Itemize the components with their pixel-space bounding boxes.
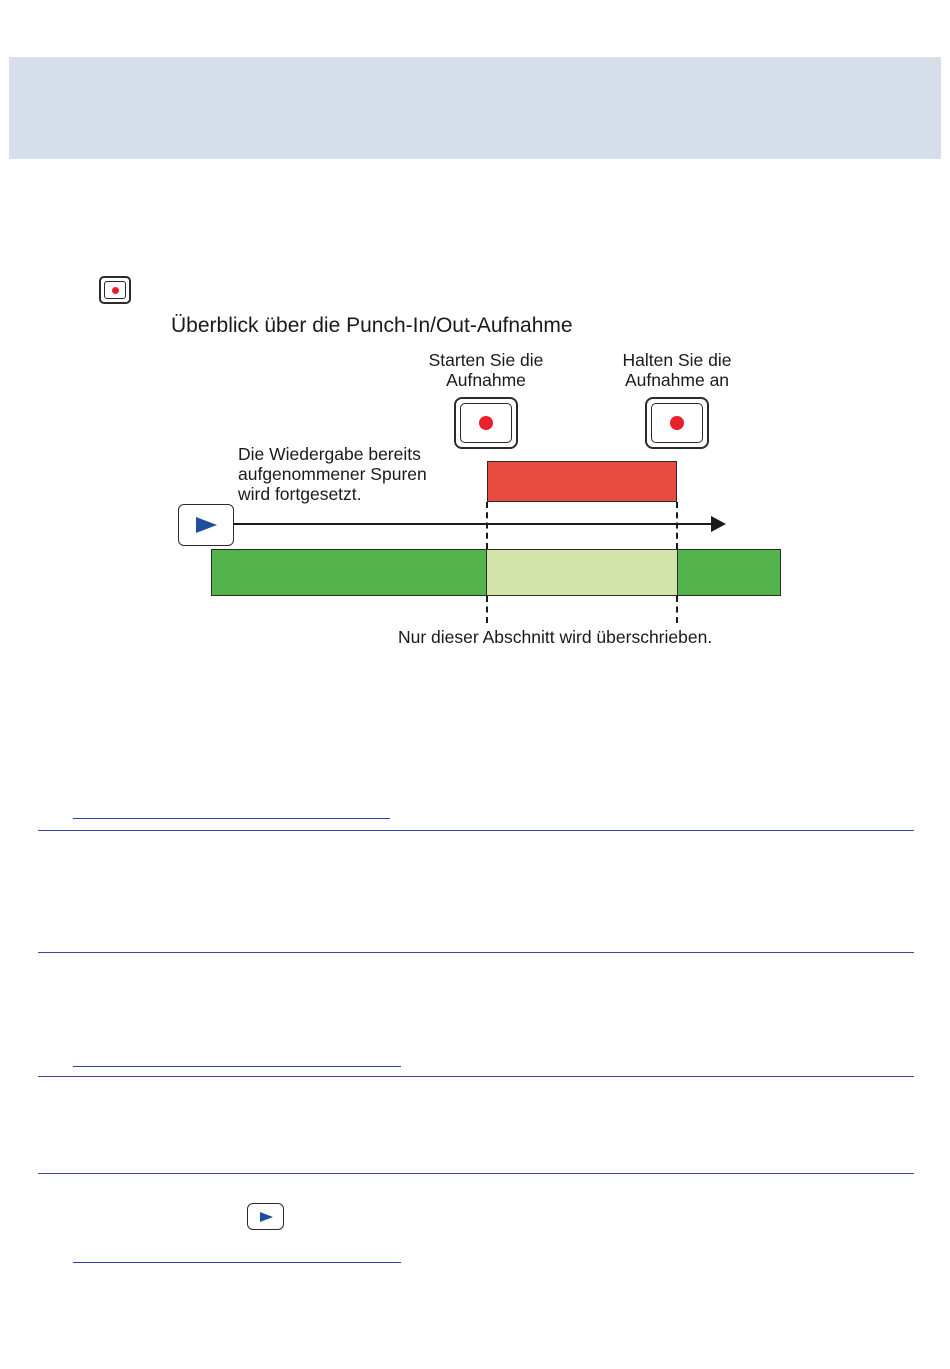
start-label-line1: Starten Sie die [428, 350, 544, 370]
punch-in-marker-lower [486, 596, 488, 623]
section-divider [38, 1076, 914, 1077]
stop-recording-label [597, 350, 757, 390]
play-button-icon [247, 1203, 284, 1230]
playback-line1: Die Wiedergabe bereits [238, 444, 421, 464]
record-dot-icon [670, 416, 684, 430]
record-dot-icon [479, 416, 493, 430]
record-dot-icon [112, 287, 119, 294]
stop-label-line2: Aufnahme an [624, 370, 730, 390]
stop-label-line1: Halten Sie die [622, 350, 732, 370]
track-segment-overwritten [486, 549, 679, 596]
playback-note [238, 444, 427, 504]
stop-record-button-icon [645, 397, 709, 449]
recording-section-bar [487, 461, 677, 502]
overwrite-note: Nur dieser Abschnitt wird überschrieben. [398, 627, 713, 647]
playback-line3: wird fortgesetzt. [238, 484, 362, 504]
section-divider [38, 1173, 914, 1174]
timeline-arrow [233, 523, 711, 525]
section-divider [38, 952, 914, 953]
link-underline [73, 818, 390, 819]
play-button-icon [178, 504, 234, 546]
track-segment-after [677, 549, 781, 596]
start-label-line2: Aufnahme [446, 370, 526, 390]
timeline-arrowhead-icon [711, 516, 726, 532]
diagram-title: Überblick über die Punch-In/Out-Aufnahme [171, 314, 573, 337]
track-segment-before [211, 549, 488, 596]
punch-out-marker [676, 502, 678, 549]
link-underline [73, 1262, 401, 1263]
header-band [9, 57, 941, 159]
link-underline [73, 1066, 401, 1067]
start-record-button-icon [454, 397, 518, 449]
punch-in-marker [486, 502, 488, 549]
punch-out-marker-lower [676, 596, 678, 623]
start-recording-label [406, 350, 566, 390]
section-divider [38, 830, 914, 831]
record-button-icon [99, 276, 131, 304]
playback-line2: aufgenommener Spuren [238, 464, 427, 484]
